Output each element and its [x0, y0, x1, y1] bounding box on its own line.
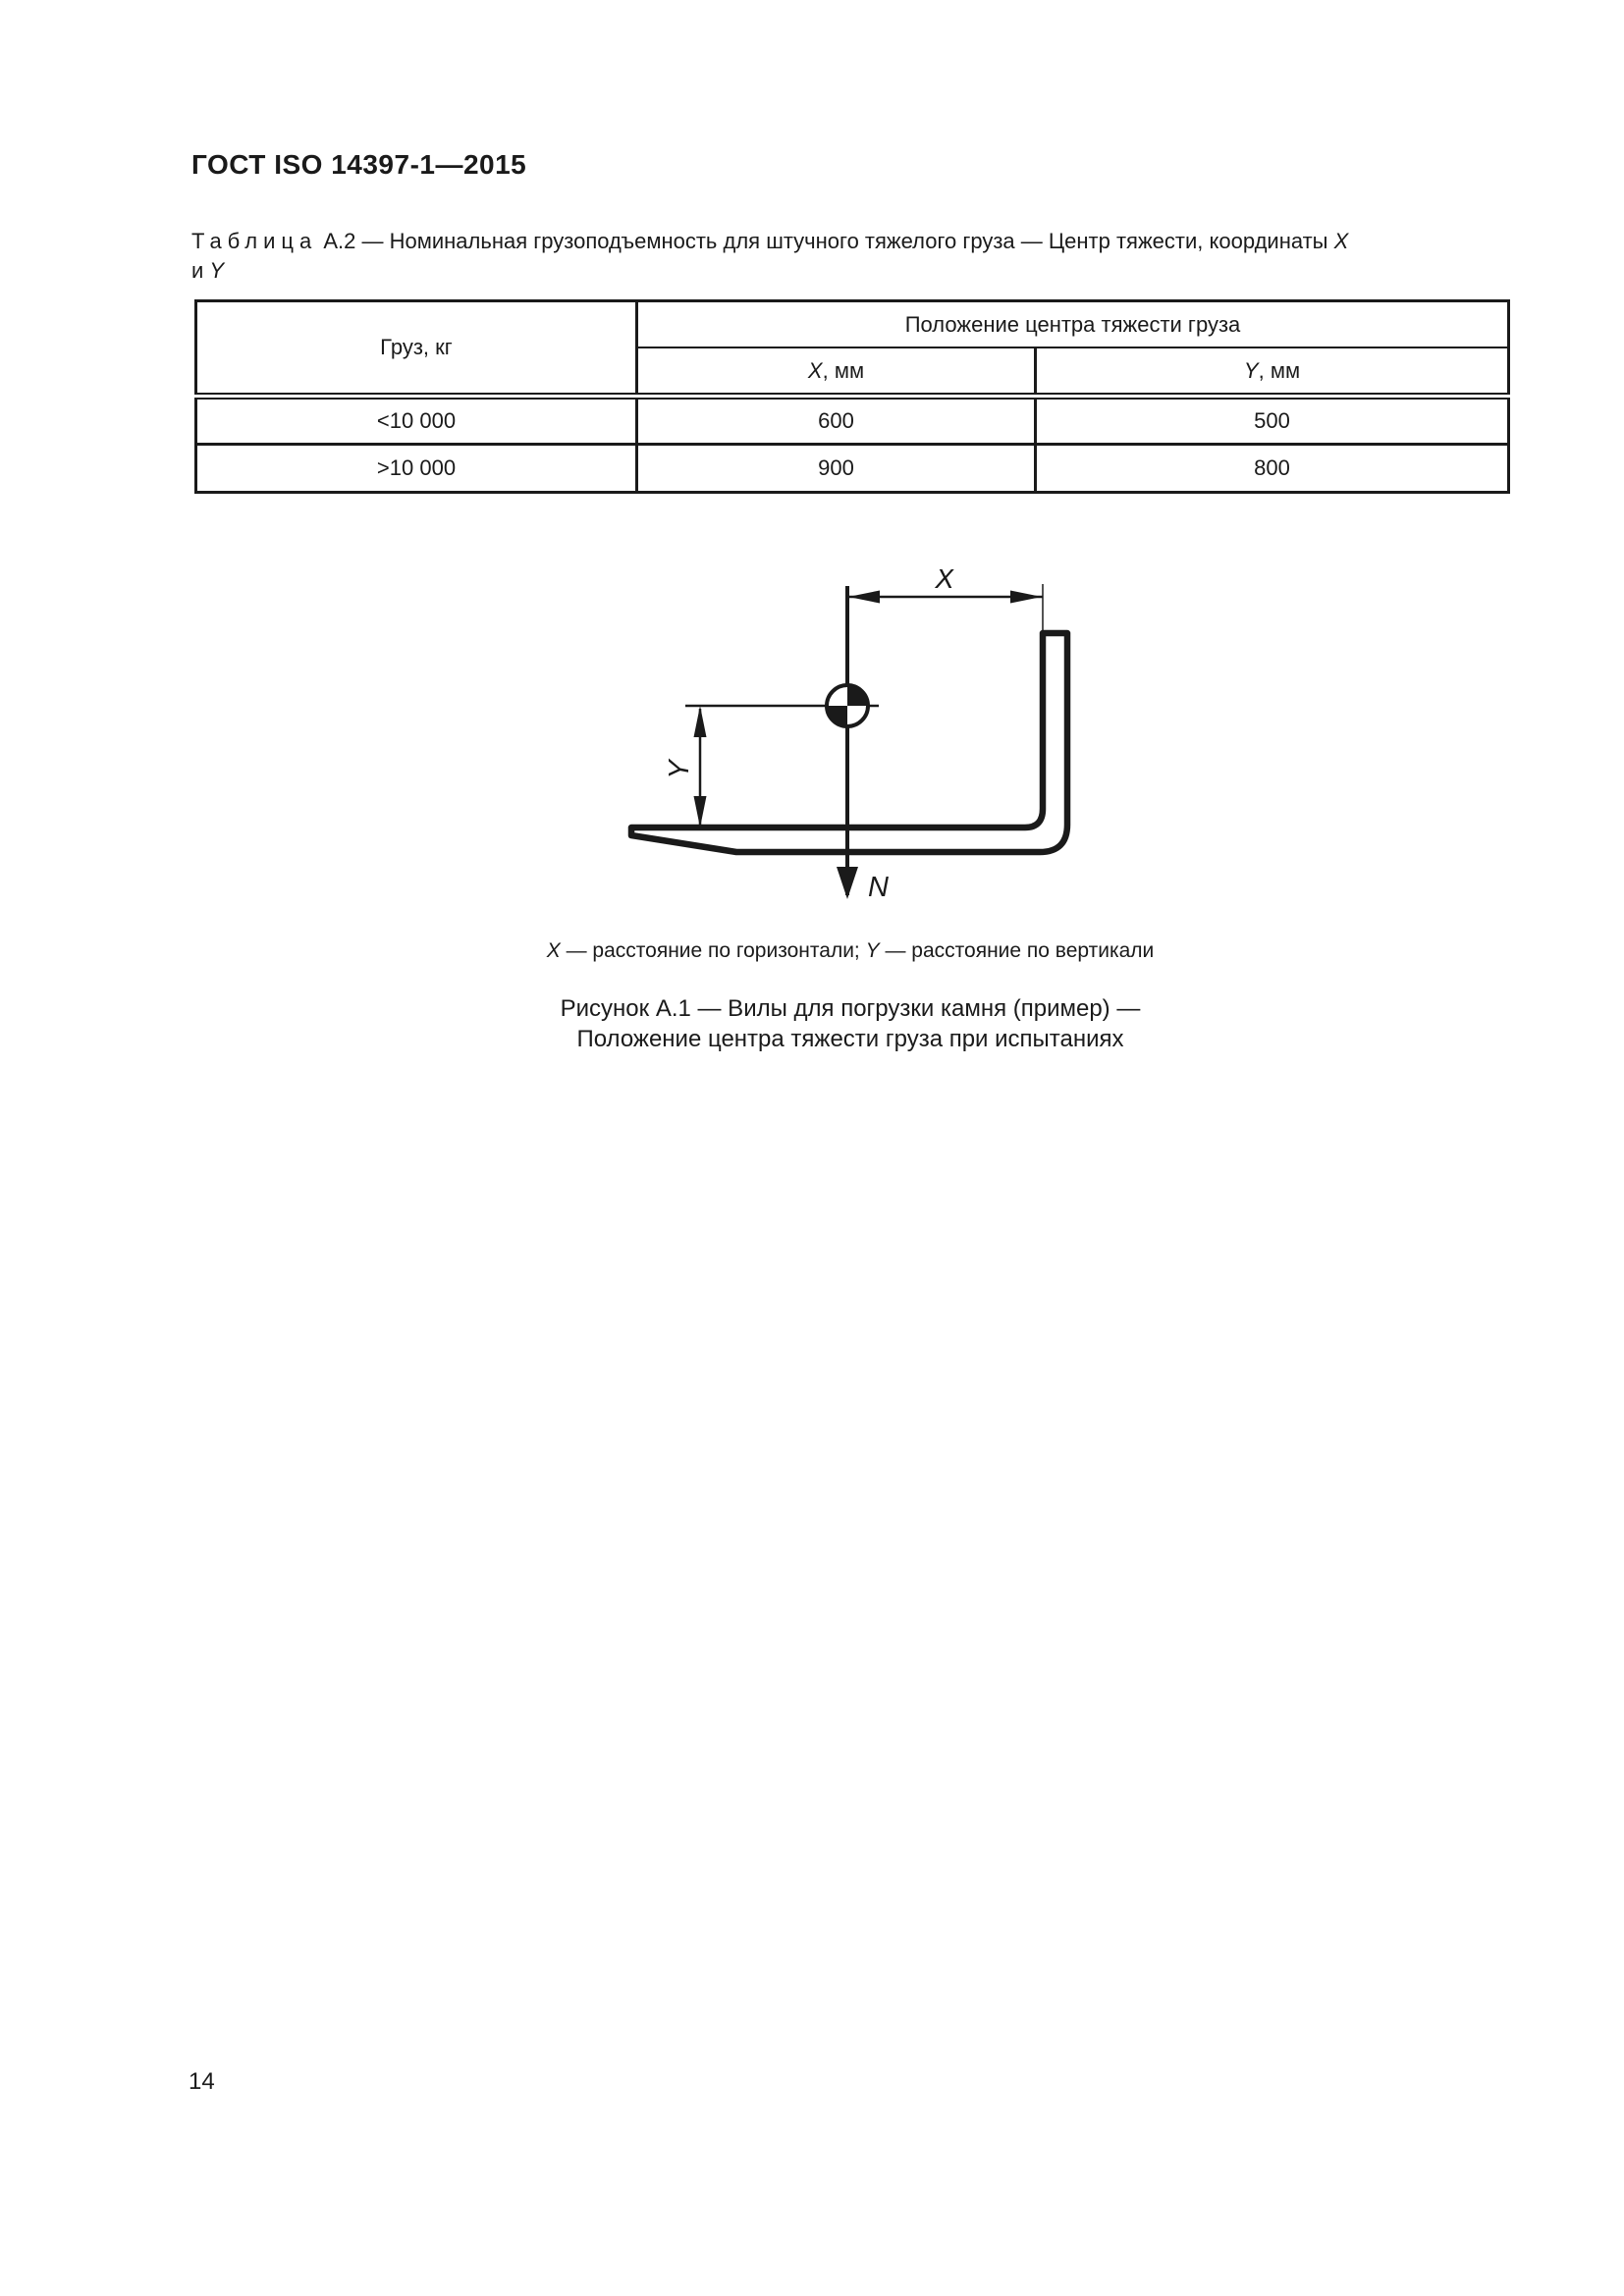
- header-y-var: Y: [1243, 357, 1259, 383]
- y-dimension-label: Y: [664, 760, 695, 779]
- legend-y-var: Y: [865, 939, 880, 962]
- table-caption-line1: [191, 227, 1509, 256]
- figure-caption: [191, 993, 1509, 1054]
- table-caption-word: Таблица: [191, 229, 318, 253]
- table-caption-text: А.2 — Номинальная грузоподъемность для штучного тяжелого груза — Центр тяжести, координаты: [317, 229, 1334, 253]
- cg-symbol-quadrant-bl: [827, 706, 847, 726]
- figure-legend: [191, 939, 1509, 963]
- legend-y-text: — расстояние по вертикали: [879, 939, 1155, 962]
- header-x-var: X: [807, 357, 823, 383]
- page-number: 14: [189, 2068, 215, 2095]
- cell-y-2: 800: [1036, 445, 1509, 493]
- document-header: ГОСТ ISO 14397-1—2015: [191, 149, 527, 180]
- table-row: [196, 397, 1509, 445]
- x-arrow-right: [1010, 591, 1042, 604]
- cell-load-2: >10 000: [196, 445, 637, 493]
- header-cell-load: Груз, кг: [196, 301, 637, 397]
- table-caption: [191, 227, 1509, 286]
- header-x-unit: , мм: [822, 357, 865, 383]
- legend-x-text: — расстояние по горизонтали;: [560, 939, 866, 962]
- cell-x-2: 900: [637, 445, 1036, 493]
- cell-y-1: 500: [1036, 397, 1509, 445]
- load-arrowhead: [837, 867, 858, 899]
- x-dimension-label: X: [935, 569, 954, 595]
- cell-load-1: <10 000: [196, 397, 637, 445]
- header-y-unit: , мм: [1258, 357, 1301, 383]
- figure-caption-line1: Рисунок А.1 — Вилы для погрузки камня (пример) —: [560, 995, 1141, 1022]
- table-row: [196, 445, 1509, 493]
- header-cell-cg-position: Положение центра тяжести груза: [637, 301, 1509, 348]
- x-arrow-left: [848, 591, 880, 604]
- header-cell-y-mm: [1036, 347, 1509, 397]
- table-caption-line2: [191, 256, 1509, 286]
- load-label: N: [868, 872, 889, 903]
- y-arrow-top: [694, 706, 707, 737]
- load-capacity-table: [194, 299, 1510, 494]
- header-cell-x-mm: [637, 347, 1036, 397]
- cg-symbol-quadrant-tr: [847, 685, 868, 706]
- cell-x-1: 600: [637, 397, 1036, 445]
- legend-x-var: X: [546, 939, 561, 962]
- figure-caption-line2: Положение центра тяжести груза при испытаниях: [576, 1026, 1124, 1052]
- table-caption-x-var: X: [1333, 229, 1349, 253]
- table-header-row-1: [196, 301, 1509, 348]
- table-caption-line2-text: и: [191, 258, 210, 283]
- fork-figure: [589, 569, 1100, 918]
- y-arrow-bottom: [694, 796, 707, 828]
- table-caption-y-var: Y: [209, 258, 225, 283]
